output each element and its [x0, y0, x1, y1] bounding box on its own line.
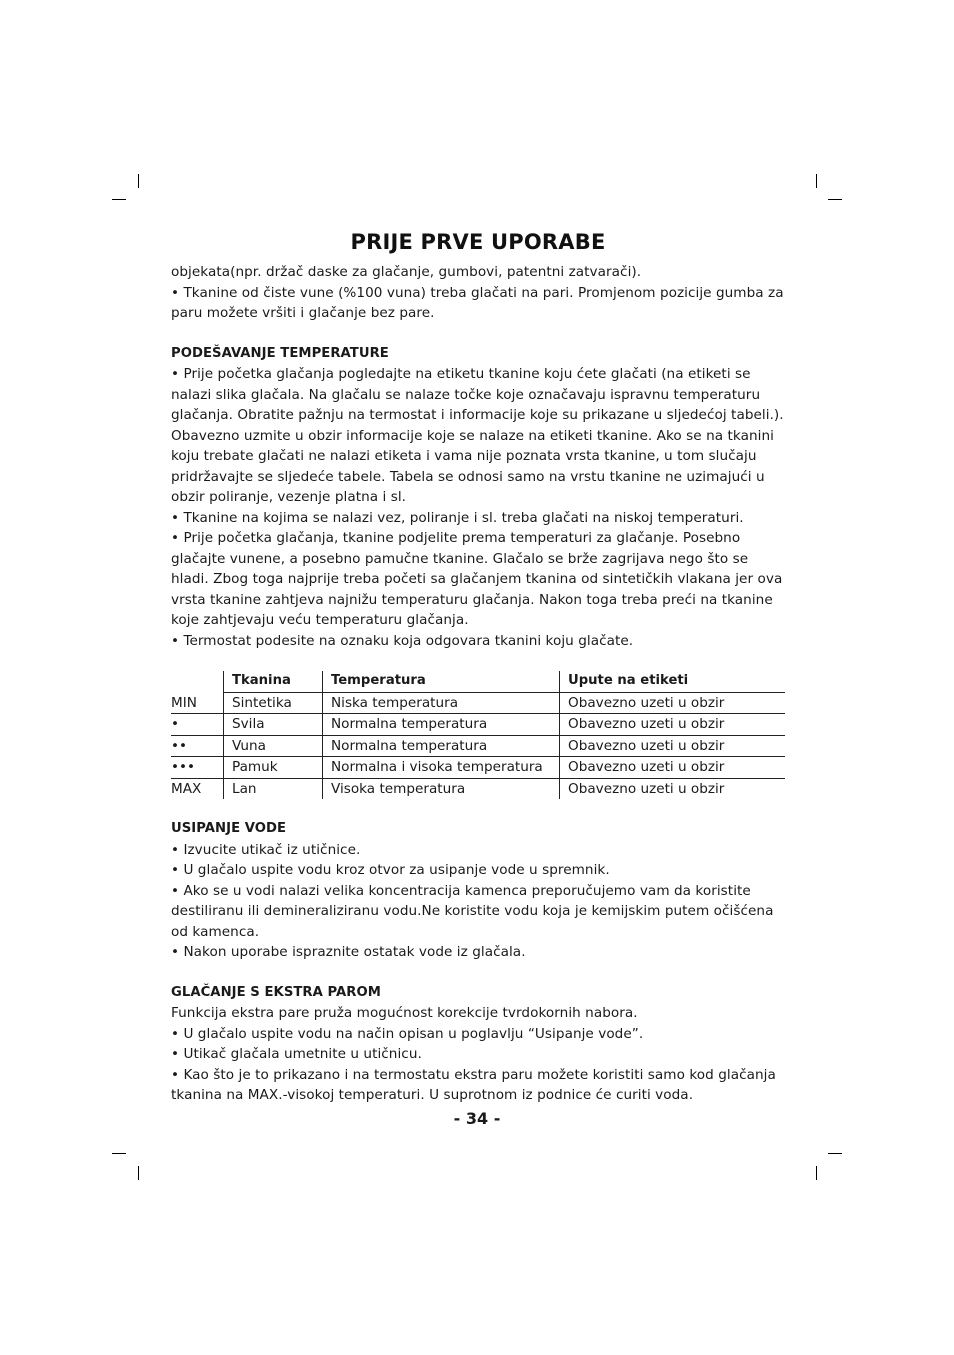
crop-mark [828, 199, 842, 200]
table-row [171, 714, 785, 736]
page-title: PRIJE PRVE UPORABE [350, 230, 606, 254]
paragraph: • Prije početka glačanja, tkanine podjelite prema temperaturi za glačanje. Posebno glačajte vunene, a posebno pamučne tkanine. Glačalo se brže zagrijava nego što se hladi. Zbog toga najprije treba početi sa glačanjem tkanina od sintetičkih vlakana jer ova vrsta tkanine zahtjeva najnižu temperaturu glačanja. Nakon toga treba preći na tkanine koje zahtjevaju veću temperaturu glačanja. [171, 530, 783, 628]
table-cell: Obavezno uzeti u obzir [560, 735, 786, 757]
temperature-table [171, 671, 785, 799]
paragraph: Funkcija ekstra pare pruža mogućnost korekcije tvrdokornih nabora. [171, 1005, 638, 1021]
table-cell: Lan [224, 778, 323, 799]
table-cell: Sintetika [224, 692, 323, 714]
crop-mark [816, 1166, 817, 1180]
crop-mark [816, 174, 817, 188]
table-cell: Pamuk [224, 757, 323, 779]
paragraph: • Termostat podesite na oznaku koja odgovara tkanini koju glačate. [171, 632, 634, 649]
page-number: - 34 - [453, 1109, 501, 1128]
table-cell: MIN [171, 692, 224, 714]
paragraph: • Ako se u vodi nalazi velika koncentracija kamenca preporučujemo vam da koristite destiliranu ili demineraliziranu vodu.Ne koristite vodu koja je kemijskim putem očišćena od kamenca. [171, 882, 774, 940]
table-cell: Vuna [224, 735, 323, 757]
table-cell: Svila [224, 714, 323, 736]
table-header-cell: Tkanina [224, 671, 323, 692]
table-cell: Niska temperatura [323, 692, 560, 714]
section-heading-temperature: PODEŠAVANJE TEMPERATURE [171, 345, 389, 361]
crop-mark [138, 1166, 139, 1180]
table-cell: Normalna temperatura [323, 735, 560, 757]
table-row [171, 735, 785, 757]
table-cell: Visoka temperatura [323, 778, 560, 799]
table-cell: MAX [171, 778, 224, 799]
paragraph: • U glačalo uspite vodu kroz otvor za usipanje vode u spremnik. [171, 862, 610, 878]
paragraph: • Tkanine na kojima se nalazi vez, poliranje i sl. treba glačati na niskoj temperaturi. [171, 509, 744, 526]
table-cell: Obavezno uzeti u obzir [568, 780, 725, 797]
paragraph: • Nakon uporabe ispraznite ostatak vode iz glačala. [171, 944, 526, 960]
section-heading-water: USIPANJE VODE [171, 821, 287, 836]
paragraph: • Prije početka glačanja pogledajte na etiketu tkanine koju ćete glačati (na etiketi se nalazi slika glačala. Na glačalu se nalaze točke koje označavaju ispravnu temperaturu glačanja. Obratite pažnju na termostat i informacije koje su prikazane u sljedećoj tabeli.). Obavezno uzmite u obzir informacije koje se nalaze na etiketi tkanine. Ako se na tkanini koju trebate glačati ne nalazi etiketa i vama nije poznata vrsta tkanine, u tom slučaju pridržavajte se sljedeće tabele. Tabela se odnosi samo na vrstu tkanine ne uzimajući u obzir poliranje, vezenje platna i sl. [171, 366, 784, 505]
intro-paragraph: objekata(npr. držač daske za glačanje, gumbovi, patentni zatvarači). [171, 264, 642, 280]
table-row [171, 757, 785, 779]
crop-mark [112, 1153, 126, 1154]
table-cell: ••• [171, 757, 224, 779]
table-header-cell [171, 671, 224, 692]
table-row [171, 778, 785, 799]
table-cell: Obavezno uzeti u obzir [560, 757, 786, 779]
table-cell: Obavezno uzeti u obzir [560, 692, 786, 714]
crop-mark [138, 174, 139, 188]
table-header-cell: Temperatura [323, 671, 560, 692]
intro-paragraph: • Tkanine od čiste vune (%100 vuna) treba glačati na pari. Promjenom pozicije gumba za paru možete vršiti i glačanje bez pare. [171, 284, 784, 321]
crop-mark [828, 1153, 842, 1154]
page-content [171, 228, 785, 1106]
table-cell: • [171, 714, 224, 736]
table-header-row [171, 671, 785, 692]
paragraph: • Utikač glačala umetnite u utičnicu. [171, 1046, 422, 1062]
paragraph: • Izvucite utikač iz utičnice. [171, 841, 361, 858]
paragraph: • Kao što je to prikazano i na termostatu ekstra paru možete koristiti samo kod glačanja tkanina na MAX.-visokoj temperaturi. U suprotnom iz podnice će curiti voda. [171, 1066, 776, 1103]
table-cell: Normalna i visoka temperatura [323, 757, 560, 779]
table-cell: Normalna temperatura [323, 714, 560, 736]
table-cell: •• [171, 735, 224, 757]
table-row [171, 692, 785, 714]
paragraph: • U glačalo uspite vodu na način opisan u poglavlju “Usipanje vode”. [171, 1025, 644, 1042]
table-header-cell: Upute na etiketi [560, 671, 786, 692]
section-heading-steam: GLAČANJE S EKSTRA PAROM [171, 984, 381, 1000]
table-cell: Obavezno uzeti u obzir [560, 714, 786, 736]
crop-mark [112, 199, 126, 200]
